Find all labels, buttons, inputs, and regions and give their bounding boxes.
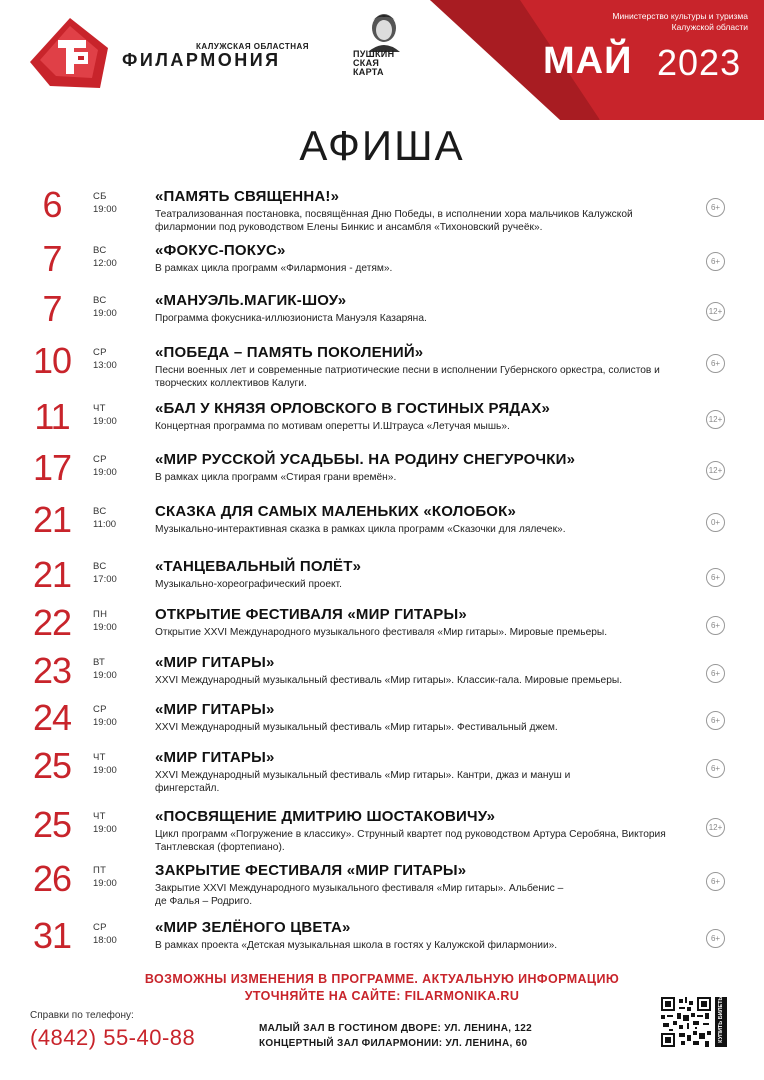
- event-day: 26: [32, 858, 72, 899]
- event-time: 19:00: [93, 717, 117, 728]
- event-time: 12:00: [93, 258, 117, 269]
- event-title: «МИР ГИТАРЫ»: [155, 654, 275, 671]
- event-weekday: ВС: [93, 561, 107, 572]
- event-time: 19:00: [93, 308, 117, 319]
- event-description: Закрытие XXVI Международного музыкального фестиваля «Мир гитары». Альбенис – де Фалья – Родриго.: [155, 883, 564, 907]
- event-day: 25: [32, 804, 72, 845]
- event-weekday: ВТ: [93, 657, 106, 668]
- event-description: В рамках проекта «Детская музыкальная школа в гостях у Калужской филармонии».: [155, 940, 558, 951]
- age-rating-badge: 6+: [706, 198, 725, 217]
- event-weekday: СР: [93, 454, 107, 465]
- event-weekday: ПН: [93, 609, 108, 620]
- address-concert-hall: КОНЦЕРТНЫЙ ЗАЛ ФИЛАРМОНИИ: УЛ. ЛЕНИНА, 60: [259, 1038, 528, 1049]
- event-row: [0, 340, 764, 400]
- event-time: 19:00: [93, 416, 117, 427]
- event-description: Цикл программ «Погружение в классику». Струнный квартет под руководством Артура Серобяна, Виктория Тантлевская (фортепиано).: [155, 829, 666, 853]
- event-time: 19:00: [93, 670, 117, 681]
- event-title: СКАЗКА ДЛЯ САМЫХ МАЛЕНЬКИХ «КОЛОБОК»: [155, 503, 517, 520]
- address-small-hall: МАЛЫЙ ЗАЛ В ГОСТИНОМ ДВОРЕ: УЛ. ЛЕНИНА, 122: [259, 1023, 532, 1034]
- event-time: 19:00: [93, 204, 117, 215]
- pushkin-line-3: КАРТА: [353, 67, 384, 77]
- event-weekday: ЧТ: [93, 811, 106, 822]
- ministry-label: Министерство культуры и туризма Калужской области: [612, 11, 748, 32]
- event-time: 19:00: [93, 467, 117, 478]
- event-day: 11: [34, 396, 70, 437]
- event-time: 11:00: [93, 519, 117, 530]
- event-day: 21: [32, 554, 72, 595]
- event-title: «МИР ГИТАРЫ»: [155, 701, 275, 718]
- event-day: 31: [32, 915, 72, 956]
- event-row: [0, 238, 764, 298]
- age-rating-badge: 6+: [706, 872, 725, 891]
- event-time: 19:00: [93, 878, 117, 889]
- event-row: [0, 288, 764, 348]
- event-description: Открытие XXVI Международного музыкального фестиваля «Мир гитары». Мировые премьеры.: [155, 627, 608, 638]
- notice-line-1: ВОЗМОЖНЫ ИЗМЕНЕНИЯ В ПРОГРАММЕ. АКТУАЛЬНУЮ ИНФОРМАЦИЮ: [144, 972, 620, 986]
- event-day: 21: [32, 499, 72, 540]
- event-weekday: ЧТ: [93, 403, 106, 414]
- event-day: 25: [32, 745, 72, 786]
- event-time: 13:00: [93, 360, 117, 371]
- event-day: 7: [42, 238, 62, 279]
- event-description: Песни военных лет и современные патриотические песни в исполнении Губернского оркестра, солистов и творческих коллективов Калуги.: [155, 365, 660, 389]
- event-row: [0, 184, 764, 244]
- event-description: XXVI Международный музыкальный фестиваль «Мир гитары». Фестивальный джем.: [155, 722, 558, 733]
- event-title: «ПАМЯТЬ СВЯЩЕННА!»: [155, 188, 340, 205]
- event-title: «БАЛ У КНЯЗЯ ОРЛОВСКОГО В ГОСТИНЫХ РЯДАХ»: [155, 400, 551, 417]
- event-title: «МИР РУССКОЙ УСАДЬБЫ. НА РОДИНУ СНЕГУРОЧКИ»: [155, 451, 576, 468]
- event-description: XXVI Международный музыкальный фестиваль «Мир гитары». Классик-гала. Мировые премьеры.: [155, 675, 623, 686]
- event-row: [0, 858, 764, 918]
- event-weekday: ВС: [93, 295, 107, 306]
- age-rating-badge: 12+: [706, 410, 725, 429]
- pushkin-line-1: ПУШКИН: [353, 49, 395, 59]
- logo-subtitle: КАЛУЖСКАЯ ОБЛАСТНАЯ: [196, 42, 310, 51]
- event-title: «ФОКУС-ПОКУС»: [155, 242, 286, 259]
- event-description: Музыкально-хореографический проект.: [155, 579, 342, 590]
- notice-line-2[interactable]: УТОЧНЯЙТЕ НА САЙТЕ: FILARMONIKA.RU: [244, 989, 520, 1003]
- event-weekday: СР: [93, 347, 107, 358]
- age-rating-badge: 12+: [706, 461, 725, 480]
- event-weekday: ЧТ: [93, 752, 106, 763]
- event-row: [0, 499, 764, 559]
- event-description: Музыкально-интерактивная сказка в рамках цикла программ «Сказочки для лялечек».: [155, 524, 566, 535]
- event-day: 23: [32, 650, 72, 691]
- event-weekday: СБ: [93, 191, 107, 202]
- age-rating-badge: 12+: [706, 818, 725, 837]
- logo-name: ФИЛАРМОНИЯ: [122, 50, 281, 70]
- event-time: 19:00: [93, 765, 117, 776]
- event-description: Концертная программа по мотивам оперетты И.Штрауса «Летучая мышь».: [155, 421, 510, 432]
- event-time: 19:00: [93, 622, 117, 633]
- age-rating-badge: 6+: [706, 711, 725, 730]
- age-rating-badge: 0+: [706, 513, 725, 532]
- pushkin-line-2: СКАЯ: [353, 58, 380, 68]
- event-weekday: ВС: [93, 506, 107, 517]
- event-title: «МИР ГИТАРЫ»: [155, 749, 275, 766]
- event-title: «ПОБЕДА – ПАМЯТЬ ПОКОЛЕНИЙ»: [155, 344, 424, 361]
- event-title: «МАНУЭЛЬ.МАГИК-ШОУ»: [155, 292, 347, 309]
- pushkin-portrait-icon: [360, 10, 408, 52]
- age-rating-badge: 6+: [706, 252, 725, 271]
- event-description: Программа фокусника-иллюзиониста Мануэля Казаряна.: [155, 313, 427, 324]
- age-rating-badge: 6+: [706, 616, 725, 635]
- event-row: [0, 396, 764, 456]
- event-row: [0, 804, 764, 864]
- philharmonic-logo-icon: [30, 18, 108, 88]
- event-description: Театрализованная постановка, посвящённая Дню Победы, в исполнении хора мальчиков Калужской филармонии под руководством Елены Бинкис и ансамбля «Тихоновский ручеёк».: [155, 209, 633, 233]
- event-row: [0, 447, 764, 507]
- event-weekday: ПТ: [93, 865, 107, 876]
- age-rating-badge: 6+: [706, 664, 725, 683]
- event-description: XXVI Международный музыкальный фестиваль «Мир гитары». Кантри, джаз и мануш и фингерстайл.: [155, 770, 571, 794]
- event-title: ЗАКРЫТИЕ ФЕСТИВАЛЯ «МИР ГИТАРЫ»: [155, 862, 467, 879]
- event-day: 10: [32, 340, 72, 381]
- buy-tickets-tab[interactable]: [715, 997, 727, 1047]
- age-rating-badge: 12+: [706, 302, 725, 321]
- pushkin-card-label: [353, 50, 423, 78]
- event-day: 6: [42, 184, 62, 225]
- phone-number[interactable]: (4842) 55-40-88: [30, 1025, 196, 1050]
- year-label: 2023: [657, 42, 742, 83]
- event-title: ОТКРЫТИЕ ФЕСТИВАЛЯ «МИР ГИТАРЫ»: [155, 606, 467, 623]
- event-time: 19:00: [93, 824, 117, 835]
- event-day: 24: [32, 697, 72, 738]
- event-day: 7: [42, 288, 62, 329]
- event-time: 17:00: [93, 574, 117, 585]
- event-title: «ПОСВЯЩЕНИЕ ДМИТРИЮ ШОСТАКОВИЧУ»: [155, 808, 496, 825]
- event-row: [0, 745, 764, 805]
- event-weekday: СР: [93, 922, 107, 933]
- event-description: В рамках цикла программ «Филармония - детям».: [155, 263, 393, 274]
- age-rating-badge: 6+: [706, 759, 725, 778]
- page-title: АФИША: [299, 122, 465, 169]
- event-row: [0, 915, 764, 975]
- age-rating-badge: 6+: [706, 354, 725, 373]
- event-description: В рамках цикла программ «Стирая грани времён».: [155, 472, 397, 483]
- event-day: 22: [32, 602, 72, 643]
- event-title: «ТАНЦЕВАЛЬНЫЙ ПОЛЁТ»: [155, 558, 362, 575]
- event-title: «МИР ЗЕЛЁНОГО ЦВЕТА»: [155, 919, 351, 936]
- event-weekday: СР: [93, 704, 107, 715]
- phone-label: Справки по телефону:: [30, 1010, 134, 1021]
- age-rating-badge: 6+: [706, 929, 725, 948]
- event-day: 17: [32, 447, 72, 488]
- buy-tickets-label: КУПИТЬ БИЛЕТЫ: [718, 995, 724, 1043]
- event-weekday: ВС: [93, 245, 107, 256]
- month-label: МАЙ: [543, 40, 633, 82]
- event-time: 18:00: [93, 935, 117, 946]
- qr-code-icon[interactable]: [661, 997, 711, 1047]
- age-rating-badge: 6+: [706, 568, 725, 587]
